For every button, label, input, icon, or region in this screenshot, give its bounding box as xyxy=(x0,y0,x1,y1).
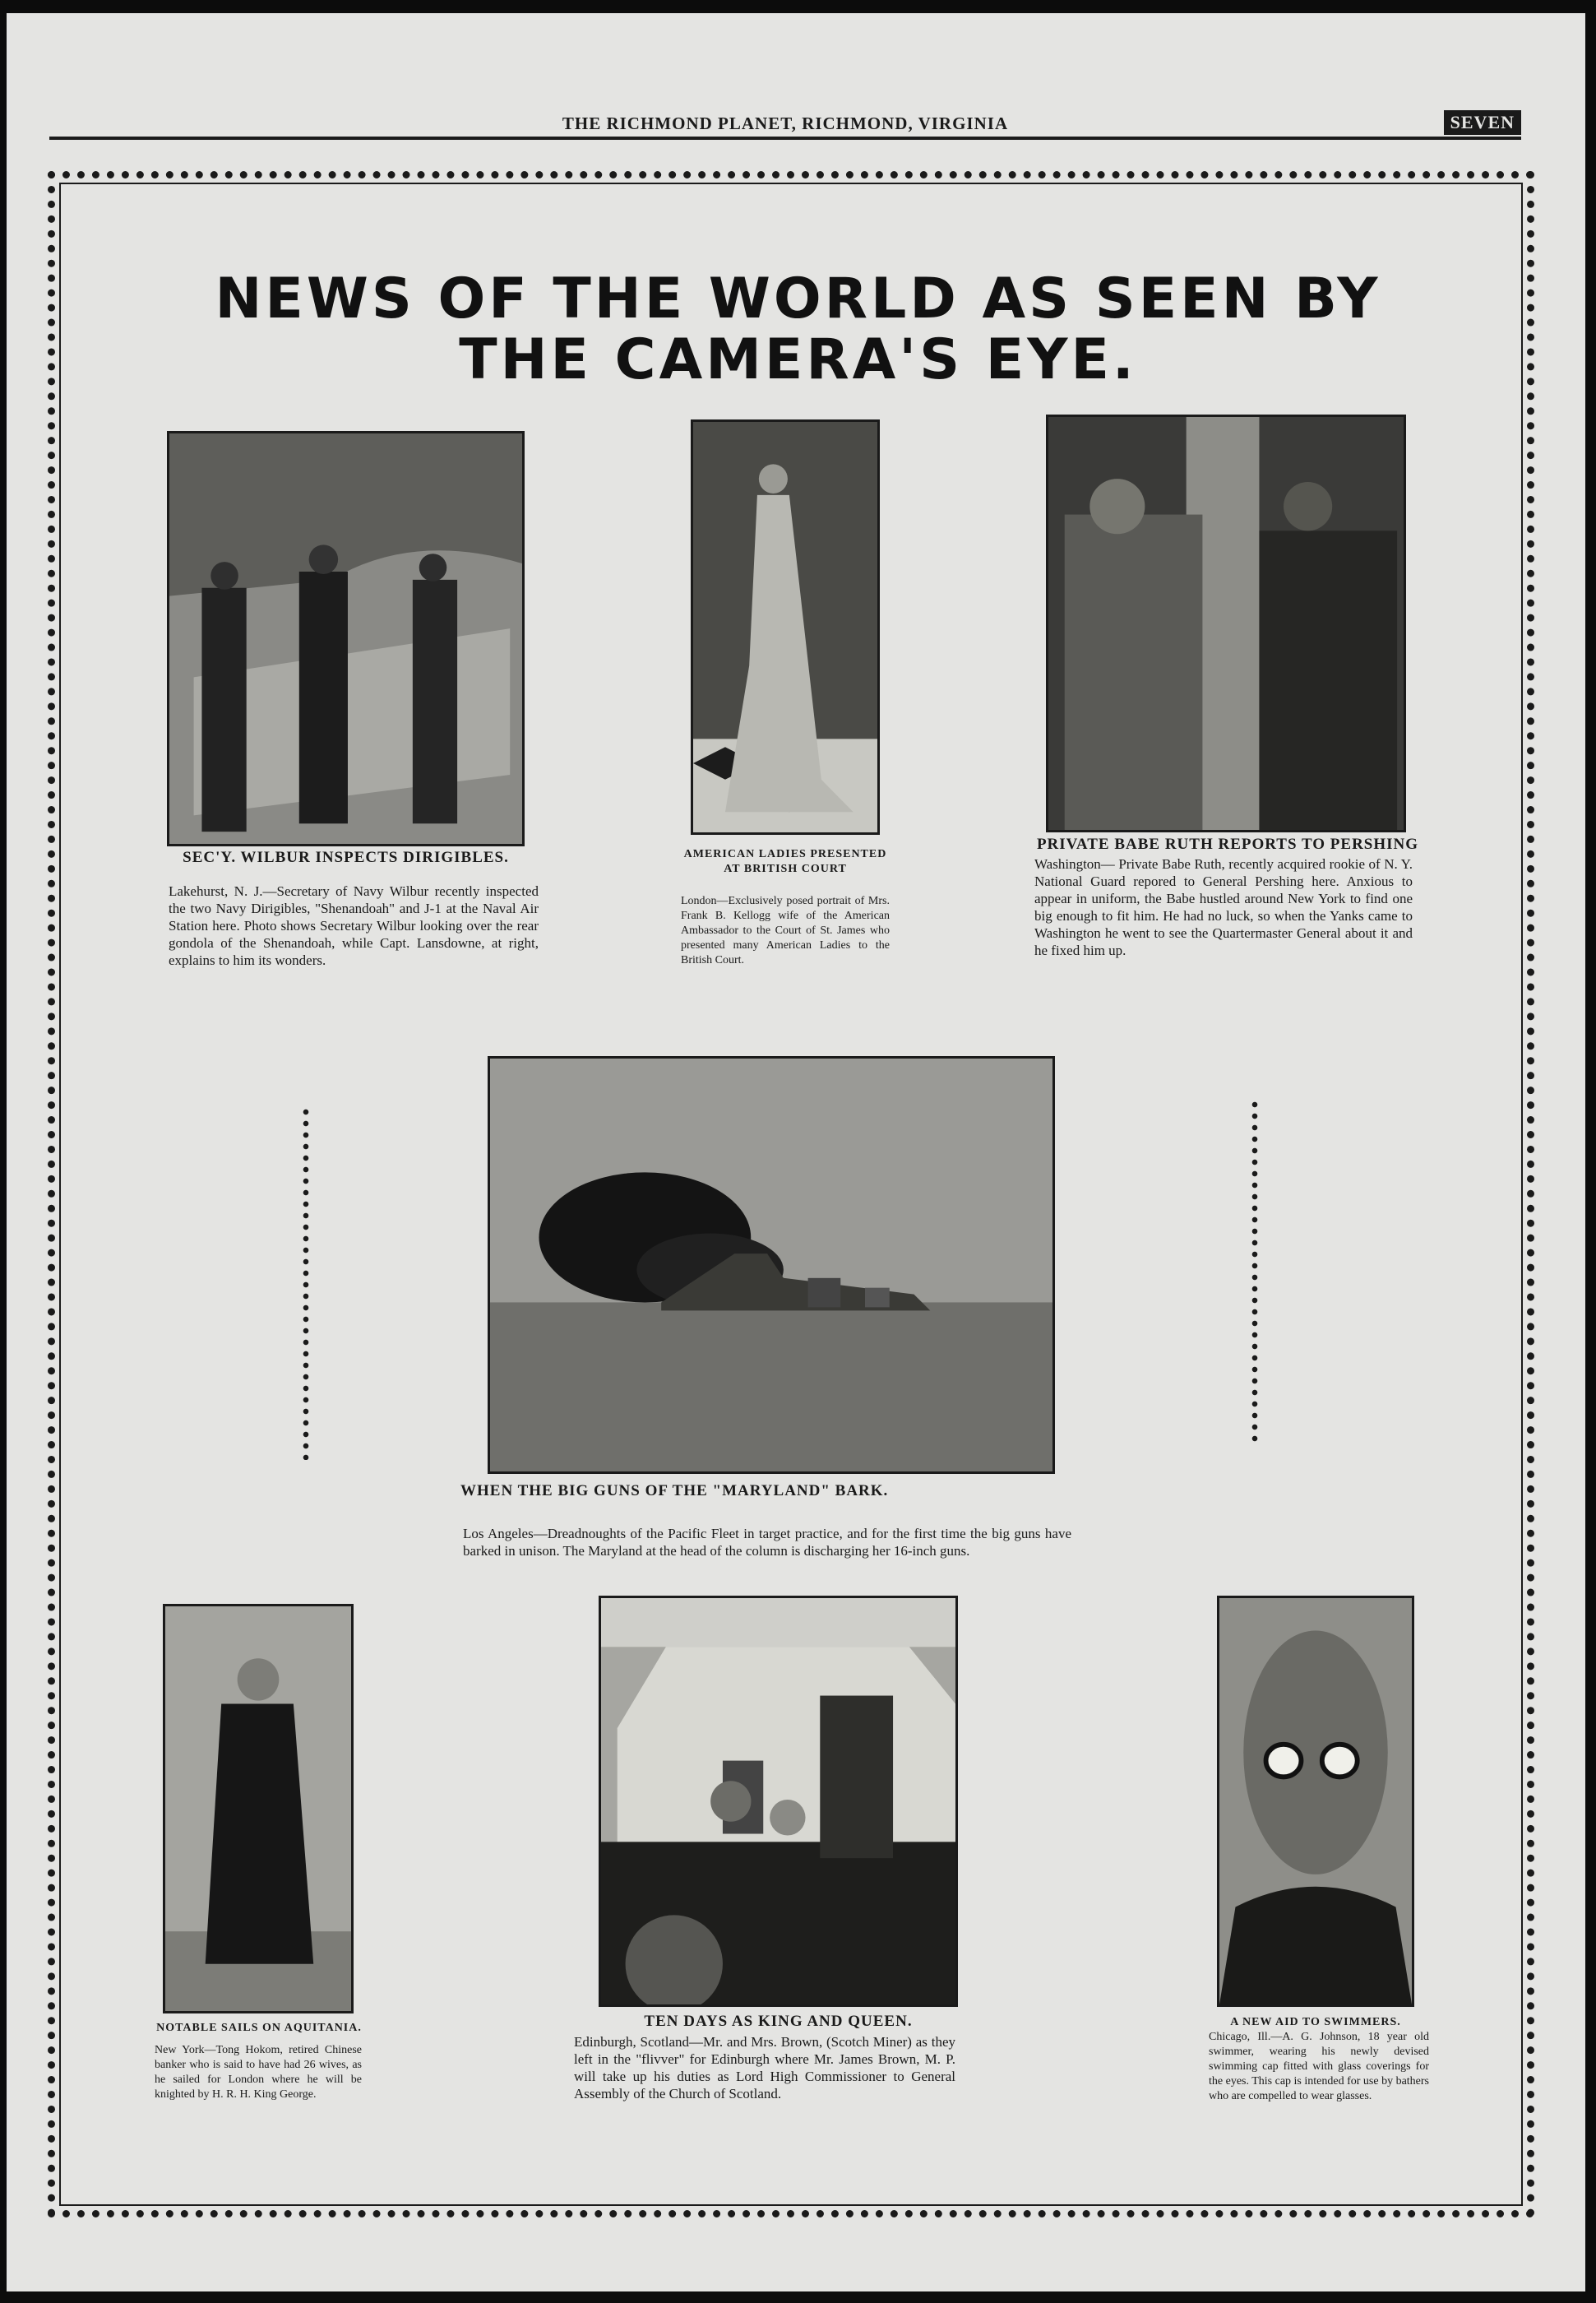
decorative-divider-left xyxy=(301,1106,311,1460)
story-body-babe-ruth: Washington— Private Babe Ruth, recently acquired rookie of N. Y. National Guard repored to General Pershing here. Anxious to appear in uniform, the Babe hustled around New York to find one big enough to fit him. He had no luck, so when the Yanks came to Washington he went to see the Quartermaster General about it and he fixed him up. xyxy=(1034,856,1413,958)
masthead xyxy=(49,110,1521,140)
story-title-king-queen: TEN DAYS AS KING AND QUEEN. xyxy=(644,2013,913,2030)
story-body-aquitania: New York—Tong Hokom, retired Chinese banker who is said to have had 26 wives, as he sailed for London where he will be knighted by H. R. H. King George. xyxy=(155,2044,362,2101)
story-body-maryland: Los Angeles—Dreadnoughts of the Pacific Fleet in target practice, and for the first time the big guns have barked in unison. The Maryland at the head of the column is discharging her 16-inch guns. xyxy=(463,1526,1071,1559)
story-body-swimmers: Chicago, Ill.—A. G. Johnson, 18 year old swimmer, wearing his newly devised swimming cap fitted with glass coverings for the eyes. This cap is intended for use by bathers who are compelled to wear glasses. xyxy=(1209,2031,1430,2102)
story-title-aquitania: NOTABLE SAILS ON AQUITANIA. xyxy=(156,2022,362,2034)
story-body-wilbur: Lakehurst, N. J.—Secretary of Navy Wilbur recently inspected the two Navy Dirigibles, "Shenandoah" and J-1 at the Naval Air Station here. Photo shows Secretary Wilbur looking over the rear gondola of the Shenandoah, while Capt. Lansdowne, at right, explains to him its wonders. xyxy=(169,883,539,968)
headline-line-1: NEWS OF THE WORLD AS SEEN BY xyxy=(215,266,1381,331)
story-body-kellogg: London—Exclusively posed portrait of Mrs. Frank B. Kellogg wife of the American Ambassador to the Court of St. James who presented many American Ladies to the British Court. xyxy=(681,895,890,966)
headline-line-2: THE CAMERA'S EYE. xyxy=(459,327,1137,392)
photo-swimming-cap xyxy=(1217,1596,1414,2007)
photo-mr-mrs-brown xyxy=(599,1596,958,2007)
photo-dirigible-inspection xyxy=(167,431,525,846)
photo-mrs-kellogg xyxy=(691,419,880,835)
page-number: SEVEN xyxy=(1444,110,1521,135)
story-title-wilbur: SEC'Y. WILBUR INSPECTS DIRIGIBLES. xyxy=(183,849,509,866)
photo-maryland-battleship xyxy=(488,1056,1055,1474)
masthead-title: THE RICHMOND PLANET, RICHMOND, VIRGINIA xyxy=(562,114,1009,133)
story-title-babe-ruth: PRIVATE BABE RUTH REPORTS TO PERSHING xyxy=(1036,836,1419,853)
photo-tong-hokom xyxy=(163,1604,354,2013)
story-title-swimmers: A NEW AID TO SWIMMERS. xyxy=(1230,2016,1401,2028)
photo-babe-ruth-pershing xyxy=(1046,415,1406,832)
story-title-maryland: WHEN THE BIG GUNS OF THE "MARYLAND" BARK. xyxy=(460,1482,889,1499)
decorative-divider-right xyxy=(1250,1099,1260,1444)
story-title-kellogg: AMERICAN LADIES PRESENTED AT BRITISH COURT xyxy=(683,848,887,875)
story-body-king-queen: Edinburgh, Scotland—Mr. and Mrs. Brown, (Scotch Miner) as they left in the "flivver" for Edinburgh where Mr. James Brown, M. P. will take up his duties as Lord High Commissioner to General Assembly of the Church of Scotland. xyxy=(574,2034,955,2101)
